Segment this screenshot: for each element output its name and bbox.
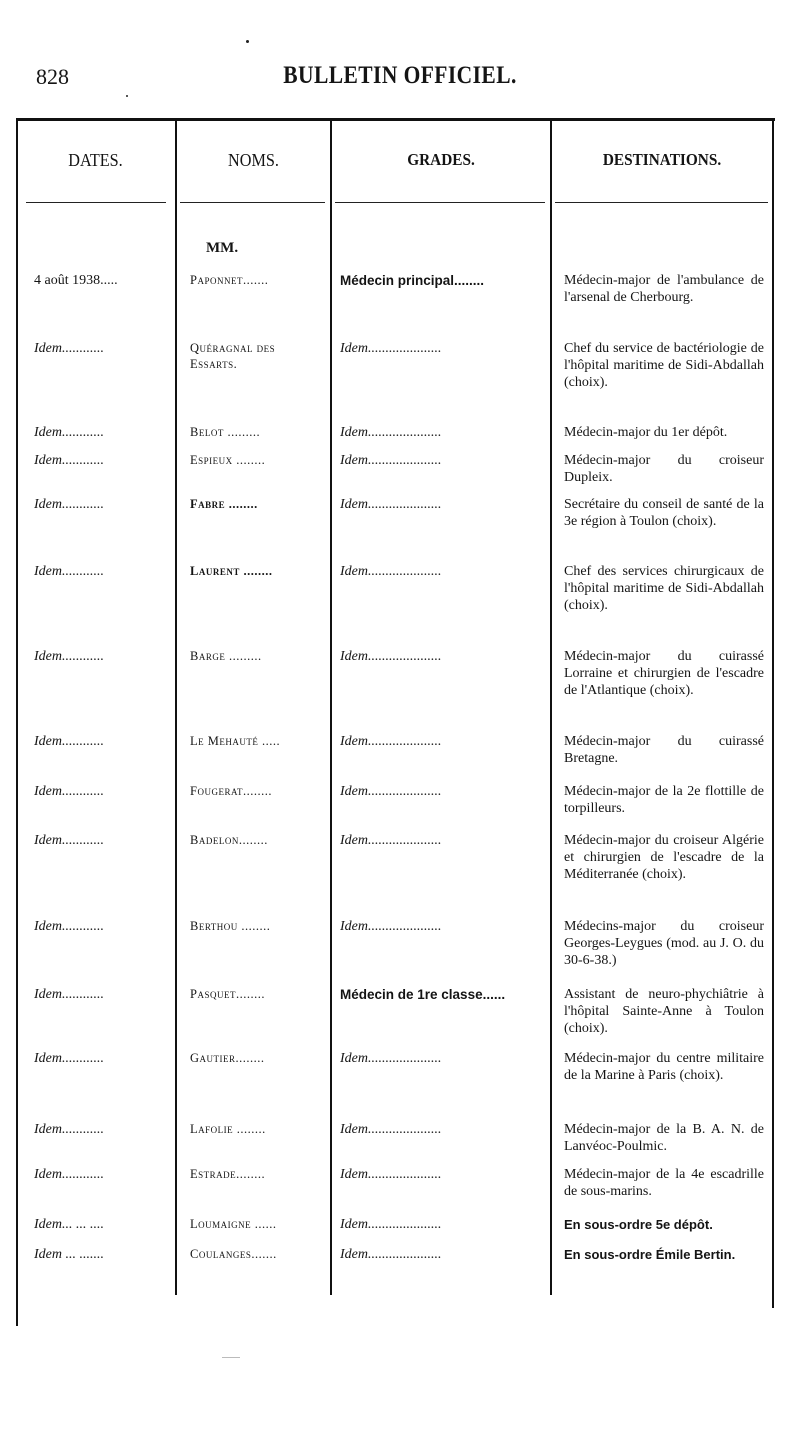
row-date: 4 août 1938..... xyxy=(34,273,118,288)
row-date: Idem............ xyxy=(34,341,104,356)
row-name: Le Mehauté ..... xyxy=(190,734,281,748)
row-grade: Idem..................... xyxy=(340,564,442,579)
row-name: Belot ......... xyxy=(190,425,261,439)
row-date: Idem............ xyxy=(34,833,104,848)
table-right-border xyxy=(772,120,774,1308)
row-name: Lafolie ........ xyxy=(190,1122,266,1136)
column-divider xyxy=(330,120,332,1295)
row-date: Idem............ xyxy=(34,784,104,799)
row-destination: Médecin-major du cuirassé Lorraine et chirurgien de l'escadre de l'Atlantique (choix). xyxy=(564,649,764,699)
row-destination: Médecin-major du centre militaire de la Marine à Paris (choix). xyxy=(564,1051,764,1084)
ink-speck xyxy=(126,95,128,97)
row-destination: Chef des services chirurgicaux de l'hôpital maritime de Sidi-Abdallah (choix). xyxy=(564,564,764,614)
row-name: Pasquet........ xyxy=(190,987,265,1001)
row-destination: En sous-ordre 5e dépôt. xyxy=(564,1217,713,1232)
row-destination: En sous-ordre Émile Bertin. xyxy=(564,1247,736,1262)
row-grade: Idem..................... xyxy=(340,497,442,512)
row-date: Idem............ xyxy=(34,1167,104,1182)
row-grade: Idem..................... xyxy=(340,1051,442,1066)
column-divider xyxy=(175,120,177,1295)
row-name: Espieux ........ xyxy=(190,453,266,467)
row-date: Idem............ xyxy=(34,564,104,579)
row-destination: Médecin-major de la 4e escadrille de sous-marins. xyxy=(564,1167,764,1200)
row-name: Coulanges....... xyxy=(190,1247,277,1261)
row-destination: Médecin-major du cuirassé Bretagne. xyxy=(564,734,764,767)
column-header-grades: GRADES. xyxy=(407,150,475,169)
row-destination: Chef du service de bactériologie de l'hôpital maritime de Sidi-Abdallah (choix). xyxy=(564,341,764,391)
row-grade: Idem..................... xyxy=(340,1167,442,1182)
row-name: Fougerat........ xyxy=(190,784,272,798)
row-name: Barge ......... xyxy=(190,649,262,663)
row-name: Berthou ........ xyxy=(190,919,271,933)
row-name: Loumaigne ...... xyxy=(190,1217,277,1231)
column-header-noms: NOMS. xyxy=(228,150,279,170)
table-left-border xyxy=(16,120,18,1326)
header-rule xyxy=(555,202,768,203)
ink-speck xyxy=(222,1357,240,1358)
page-number: 828 xyxy=(36,64,69,89)
row-destination: Secrétaire du conseil de santé de la 3e région à Toulon (choix). xyxy=(564,497,764,530)
row-date: Idem............ xyxy=(34,649,104,664)
row-grade: Médecin de 1re classe...... xyxy=(340,987,506,1002)
header-rule xyxy=(335,202,545,203)
header-rule xyxy=(180,202,325,203)
ink-speck xyxy=(246,40,249,43)
row-grade: Idem..................... xyxy=(340,649,442,664)
row-date: Idem............ xyxy=(34,497,104,512)
row-destination: Médecin-major de la 2e flottille de torpilleurs. xyxy=(564,784,764,817)
row-name: Badelon........ xyxy=(190,833,268,847)
row-date: Idem............ xyxy=(34,987,104,1002)
row-destination: Médecins-major du croiseur Georges-Leygues (mod. au J. O. du 30-6-38.) xyxy=(564,919,764,969)
row-date: Idem............ xyxy=(34,919,104,934)
row-name: Quéragnal des Essarts. xyxy=(190,341,276,371)
row-date: Idem............ xyxy=(34,1122,104,1137)
row-grade: Idem..................... xyxy=(340,453,442,468)
row-destination: Médecin-major du croiseur Dupleix. xyxy=(564,453,764,486)
row-date: Idem............ xyxy=(34,425,104,440)
running-title: BULLETIN OFFICIEL. xyxy=(283,62,517,89)
row-grade: Idem..................... xyxy=(340,919,442,934)
row-date: Idem... ... .... xyxy=(34,1217,104,1232)
row-name: Paponnet....... xyxy=(190,273,269,287)
row-name: Laurent ........ xyxy=(190,564,273,578)
row-grade: Idem..................... xyxy=(340,833,442,848)
header-rule xyxy=(26,202,166,203)
row-destination: Médecin-major de l'ambulance de l'arsenal de Cherbourg. xyxy=(564,273,764,306)
row-grade: Idem..................... xyxy=(340,1247,442,1262)
row-grade: Idem..................... xyxy=(340,1217,442,1232)
row-destination: Médecin-major du 1er dépôt. xyxy=(564,425,728,440)
row-destination: Assistant de neuro-phychiâtrie à l'hôpital Sainte-Anne à Toulon (choix). xyxy=(564,987,764,1037)
row-grade: Idem..................... xyxy=(340,1122,442,1137)
row-grade: Idem..................... xyxy=(340,734,442,749)
row-grade: Médecin principal........ xyxy=(340,273,485,288)
row-grade: Idem..................... xyxy=(340,784,442,799)
table-top-rule xyxy=(16,118,775,121)
row-name: Estrade........ xyxy=(190,1167,266,1181)
row-destination: Médecin-major du croiseur Algérie et chirurgien de l'escadre de la Méditerranée (choix). xyxy=(564,833,764,883)
row-grade: Idem..................... xyxy=(340,341,442,356)
row-name: Gautier........ xyxy=(190,1051,265,1065)
row-date: Idem............ xyxy=(34,734,104,749)
row-date: Idem ... ....... xyxy=(34,1247,104,1262)
row-destination: Médecin-major de la B. A. N. de Lanvéoc-Poulmic. xyxy=(564,1122,764,1155)
column-divider xyxy=(550,120,552,1295)
row-date: Idem............ xyxy=(34,453,104,468)
row-date: Idem............ xyxy=(34,1051,104,1066)
row-name: Fabre ........ xyxy=(190,497,258,511)
column-header-destinations: DESTINATIONS. xyxy=(602,150,722,169)
row-grade: Idem..................... xyxy=(340,425,442,440)
mm-label: MM. xyxy=(206,240,239,256)
column-header-dates: DATES. xyxy=(68,150,123,170)
